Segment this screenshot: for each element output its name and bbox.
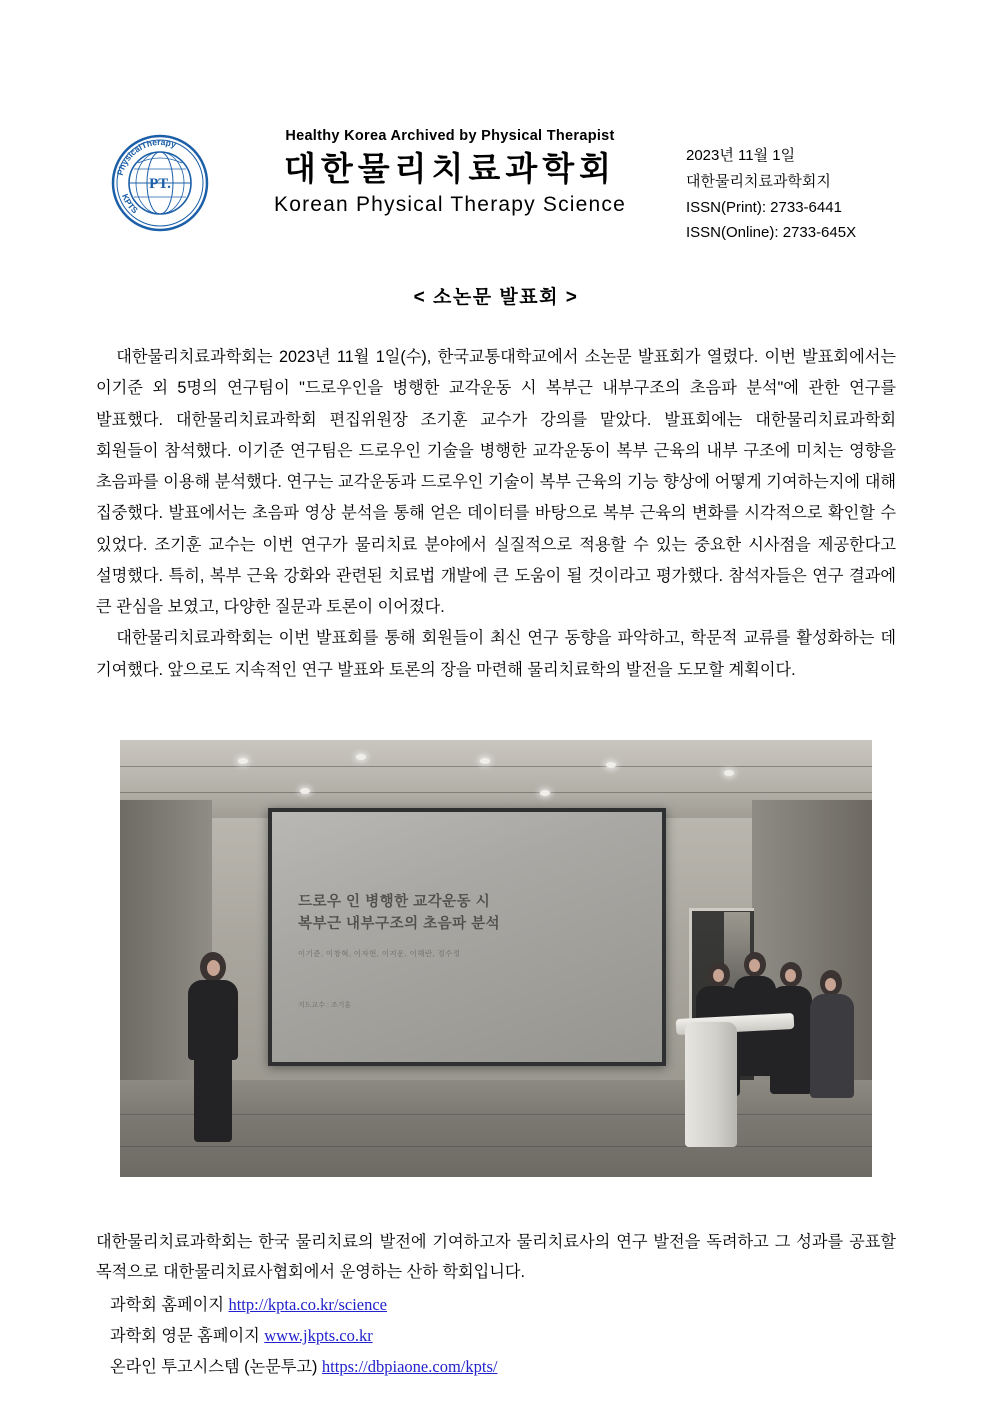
- presentation-hall-photo: [120, 740, 872, 1177]
- slide-title: [298, 892, 638, 936]
- footer-info: [96, 1228, 896, 1383]
- footer-link-science-site[interactable]: http://kpta.co.kr/science: [228, 1294, 387, 1314]
- masthead-tagline: Healthy Korea Archived by Physical Therapist: [285, 128, 615, 144]
- slide-advisor: 지도교수 : 조기훈: [298, 1002, 352, 1009]
- footer-link-submission-system[interactable]: https://dbpiaone.com/kpts/: [321, 1356, 498, 1376]
- publication-meta: [686, 143, 856, 246]
- photo-podium: [685, 1022, 737, 1147]
- slide-authors: 이기준, 이창혁, 이자현, 이지운, 이해란, 정수정: [298, 949, 461, 958]
- meta-issn-print: ISSN(Print): 2733-6441: [686, 198, 842, 216]
- meta-date: 2023년 11월 1일: [686, 147, 796, 164]
- photo-presenter-legs: [194, 1056, 232, 1142]
- meta-journal: 대한물리치료과학회지: [686, 172, 831, 190]
- photo-attendee-body-4: [810, 994, 854, 1098]
- footer-link-label-1: 과학회 홈페이지: [110, 1295, 224, 1314]
- meta-issn-online: ISSN(Online): 2733-645X: [686, 224, 857, 242]
- footer-link-english-site[interactable]: www.jkpts.co.kr: [264, 1325, 373, 1345]
- photo-presenter-body: [188, 980, 238, 1060]
- photo-floor: [120, 1080, 872, 1177]
- slide-title-line-2: 복부근 내부구조의 초음파 분석: [298, 915, 501, 932]
- svg-text:PT.: PT.: [149, 176, 171, 192]
- document-header: [0, 128, 992, 243]
- masthead-title-english: Korean Physical Therapy Science: [274, 192, 626, 216]
- svg-text:PhysicalTherapy: PhysicalTherapy: [114, 136, 178, 177]
- article-paragraph-1: 대한물리치료과학회는 2023년 11월 1일(수), 한국교통대학교에서 소논문 발표회가 열렸다. 이번 발표회에서는 이기준 외 5명의 연구팀이 "드로우인을 병행한 교각운동 시 복부근 내부구조의 초음파 분석"에 관한 연구를 발표했다. 대한물리치료과학회 편집위원장 조기훈 교수가 강의를 맡았다. 발표회에는 대한물리치료과학회 회원들이 참석했다. 이기준 연구팀은 드로우인 기술을 병행한 교각운동이 복부 근육의 내부 구조에 미치는 영향을 초음파를 이용해 분석했다. 연구는 교각운동과 드로우인 기술이 복부 근육의 기능 향상에 어떻게 기여하는지에 대해 집중했다. 발표에서는 초음파 영상 분석을 통해 얻은 데이터를 바탕으로 복부 근육의 변화를 시각적으로 확인할 수 있었다. 조기훈 교수는 이번 연구가 물리치료 분야에서 실질적으로 적용할 수 있는 중요한 시사점을 제공한다고 설명했다. 특히, 복부 근육 강화와 관련된 치료법 개발에 큰 도움이 될 것이라고 평가했다. 참석자들은 연구 결과에 큰 관심을 보였고, 다양한 질문과 토론이 이어졌다.: [96, 348, 896, 617]
- masthead: [240, 128, 660, 217]
- slide-title-line-1: 드로우 인 병행한 교각운동 시: [298, 894, 491, 910]
- svg-text:KPTS: KPTS: [119, 192, 141, 216]
- photo-projection-screen: [272, 812, 662, 1062]
- footer-link-label-3: 온라인 투고시스템 (논문투고): [110, 1357, 318, 1376]
- masthead-title-korean: 대한물리치료과학회: [284, 150, 616, 187]
- footer-link-label-2: 과학회 영문 홈페이지: [110, 1326, 260, 1345]
- kpts-globe-logo: [110, 133, 210, 233]
- footer-intro: 대한물리치료과학회는 한국 물리치료의 발전에 기여하고자 물리치료사의 연구 발전을 독려하고 그 성과를 공표할 목적으로 대한물리치료사협회에서 운영하는 산하 학회입니다.: [96, 1233, 896, 1281]
- footer-link-row-2: [96, 1321, 896, 1352]
- article-body: [96, 342, 896, 686]
- footer-link-row-1: [96, 1290, 896, 1321]
- photo-attendee-body-3: [770, 986, 812, 1094]
- footer-link-row-3: [96, 1352, 896, 1383]
- page-title: < 소논문 발표회 >: [413, 287, 579, 308]
- article-paragraph-2: 대한물리치료과학회는 이번 발표회를 통해 회원들이 최신 연구 동향을 파악하고, 학문적 교류를 활성화하는 데 기여했다. 앞으로도 지속적인 연구 발표와 토론의 장을 마련해 물리치료학의 발전을 도모할 계획이다.: [96, 629, 896, 679]
